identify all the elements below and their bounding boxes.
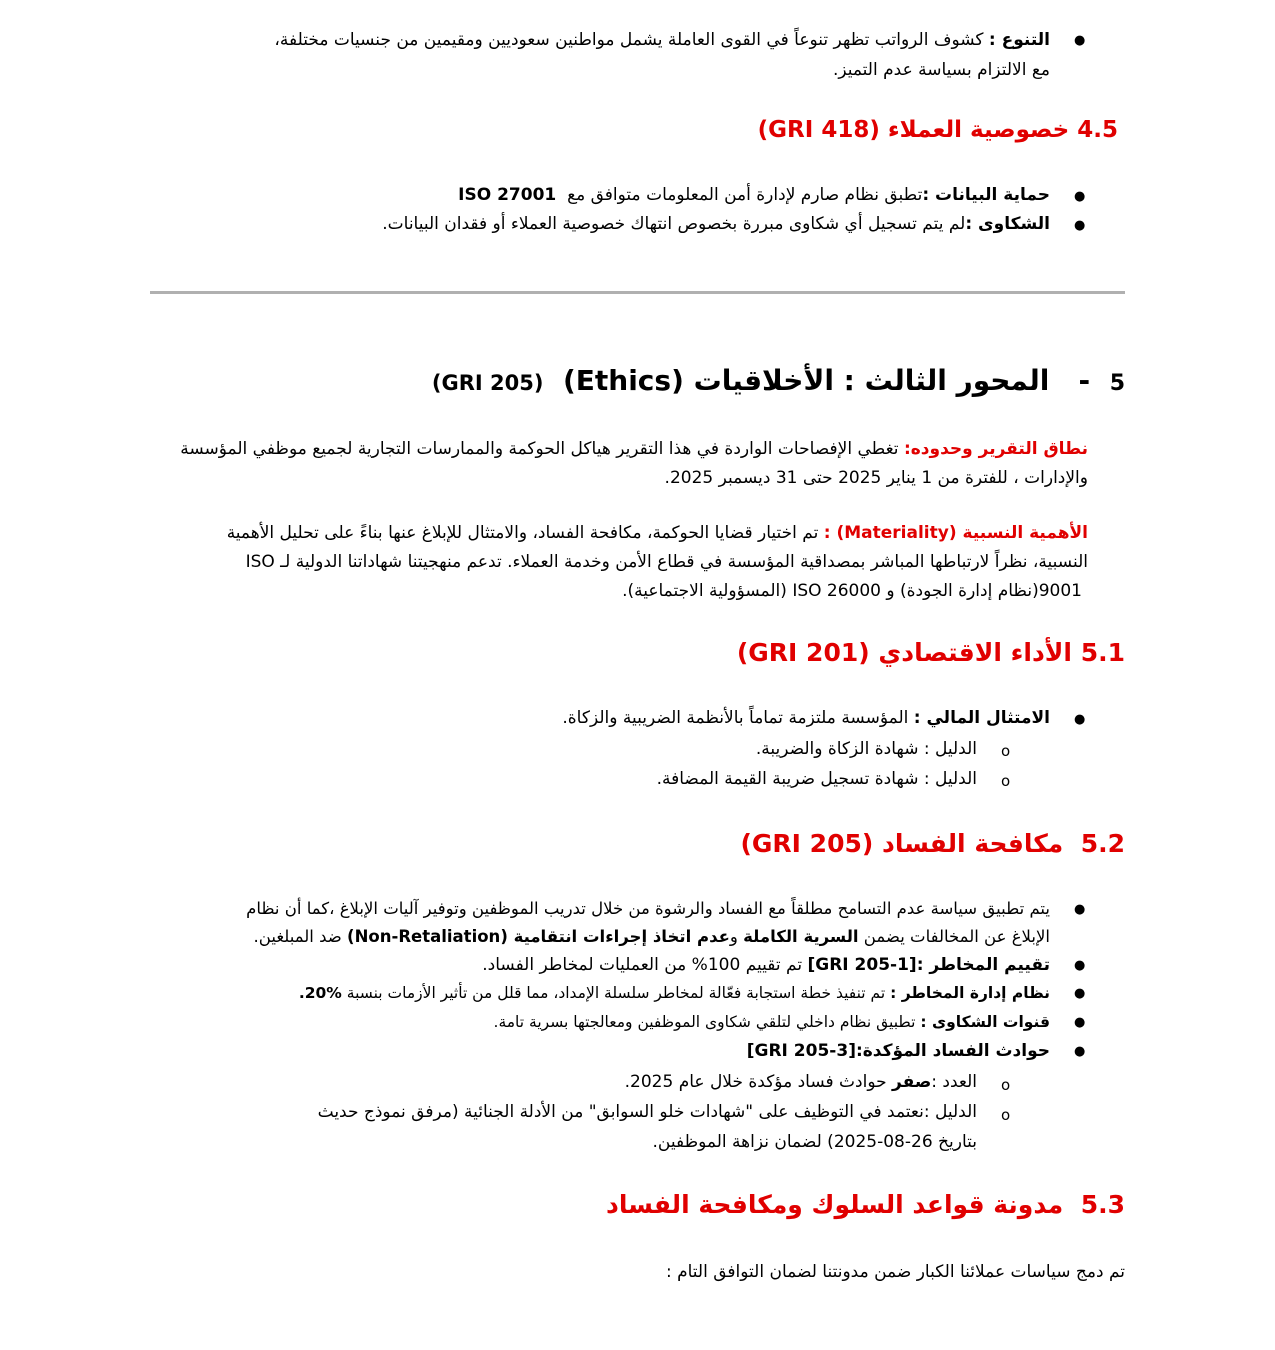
heading-5-3-num: 5.3 (1080, 1190, 1125, 1219)
bullet-icon: ● (1074, 902, 1086, 917)
heading-5-dash: - (1059, 364, 1100, 397)
policy-text-e: ضد المبلغين. (253, 927, 348, 946)
bullet-icon: ● (1074, 986, 1086, 1001)
sub-bullet-icon: o (1001, 1076, 1011, 1094)
heading-5-2-gri: (GRI 205) (740, 829, 874, 858)
incident-count-zero: صفر (892, 1072, 932, 1092)
policy-text-a: الإبلاغ عن المخالفات يضمن (858, 927, 1050, 946)
sub-bullet-icon: o (1001, 742, 1011, 760)
code-of-conduct-text: تم دمج سياسات عملائنا الكبار ضمن مدونتنا لضمان التوافق التام : (665, 1262, 1125, 1282)
heading-5-gri: (GRI 205) (431, 371, 544, 395)
materiality-text-1: تم اختيار قضايا الحوكمة، مكافحة الفساد، والامتثال للإبلاغ عنها بناءً على تحليل الأهمية (226, 523, 824, 543)
financial-compliance-item (562, 704, 1050, 733)
heading-5-2 (740, 829, 1125, 858)
policy-text-c: و (729, 927, 744, 946)
complaint-channels-text: تطبيق نظام داخلي لتلقي شكاوى الموظفين ومعالجتها بسرية تامة. (493, 1013, 921, 1031)
bullet-icon: ● (1074, 218, 1086, 233)
bullet-icon: ● (1074, 33, 1086, 48)
complaint-channels-label: قنوات الشكاوى : (920, 1013, 1050, 1031)
diversity-line-1 (274, 26, 1050, 55)
heading-5 (432, 364, 1125, 397)
data-protection-label: حماية البيانات : (922, 185, 1050, 205)
heading-5-2-num: 5.2 (1080, 829, 1125, 858)
financial-compliance-label: الامتثال المالي : (913, 708, 1050, 728)
incident-count-label: العدد : (931, 1072, 977, 1092)
heading-5-1-num: 5.1 (1080, 638, 1125, 667)
materiality-line-2: النسبية، نظراً لارتباطها المباشر بمصداقية المؤسسة في قطاع الأمن وخدمة العملاء. تدعم منهجيتنا شهاداتنا الدولية لـ ISO (245, 552, 1088, 572)
evidence-line-1: الدليل :نعتمد في التوظيف على "شهادات خلو السوابق" من الأدلة الجنائية (مرفق نموذج حديث (317, 1102, 977, 1122)
heading-4-5-gri: (GRI 418) (757, 117, 880, 143)
bullet-icon: ● (1074, 1015, 1086, 1030)
policy-confidentiality: السرية الكاملة (743, 927, 859, 946)
scope-label: نطاق التقرير وحدوده: (903, 439, 1088, 459)
heading-4-5 (758, 117, 1118, 143)
policy-non-retaliation: عدم اتخاذ إجراءات انتقامية (Non-Retaliation) (347, 927, 730, 946)
scope-line-1 (180, 435, 1088, 464)
section-divider (150, 291, 1125, 294)
diversity-label: التنوع : (988, 30, 1050, 50)
complaints-text: لم يتم تسجيل أي شكاوى مبررة بخصوص انتهاك خصوصية العملاء أو فقدان البيانات. (382, 214, 966, 234)
heading-5-3 (606, 1190, 1125, 1219)
heading-5-1-title: الأداء الاقتصادي (878, 638, 1072, 667)
evidence-line-2: بتاريخ 26-08-2025) لضمان نزاهة الموظفين. (652, 1132, 977, 1152)
diversity-line-2: مع الالتزام بسياسة عدم التميز. (832, 60, 1050, 80)
materiality-line-3: 9001(نظام إدارة الجودة) و ISO 26000 (المسؤولية الاجتماعية). (622, 581, 1082, 601)
heading-4-5-num: 4.5 (1077, 117, 1118, 143)
confirmed-incidents-item (747, 1037, 1050, 1066)
policy-line-1: يتم تطبيق سياسة عدم التسامح مطلقاً مع الفساد والرشوة من خلال تدريب الموظفين وتوفير آليات الإبلاغ ،كما أن نظام (246, 899, 1050, 918)
incident-count (625, 1068, 977, 1097)
heading-5-title: المحور الثالث : الأخلاقيات (693, 364, 1050, 397)
heading-5-3-title: مدونة قواعد السلوك ومكافحة الفساد (606, 1190, 1064, 1219)
bullet-icon: ● (1074, 1044, 1086, 1059)
incident-count-text: حوادث فساد مؤكدة خلال عام 2025. (624, 1072, 893, 1092)
data-protection-text: تطبق نظام صارم لإدارة أمن المعلومات متوافق مع (567, 185, 923, 205)
diversity-text: كشوف الرواتب تظهر تنوعاً في القوى العاملة يشمل مواطنين سعوديين ومقيمين من جنسيات مختلفة، (274, 30, 989, 50)
data-protection-item (458, 181, 1050, 210)
heading-5-1 (737, 638, 1125, 667)
scope-line-2: والإدارات ، للفترة من 1 يناير 2025 حتى 31 ديسمبر 2025. (664, 468, 1088, 488)
risk-management-text: تم تنفيذ خطة استجابة فعّالة لمخاطر سلسلة الإمداد، مما قلل من تأثير الأزمات بنسبة (341, 984, 891, 1002)
heading-5-num: 5 (1109, 371, 1125, 396)
complaint-channels-item (494, 1008, 1050, 1037)
proof-vat: الدليل : شهادة تسجيل ضريبة القيمة المضافة. (656, 769, 977, 789)
risk-evaluation-label: تقييم المخاطر :[GRI 205-1] (807, 955, 1050, 975)
heading-5-1-gri: (GRI 201) (736, 638, 870, 667)
risk-management-label: نظام إدارة المخاطر : (890, 984, 1050, 1002)
confirmed-incidents-label: حوادث الفساد المؤكدة:[GRI 205-3] (746, 1041, 1050, 1061)
risk-evaluation-text: تم تقييم 100% من العمليات لمخاطر الفساد. (482, 955, 808, 975)
proof-zakat: الدليل : شهادة الزكاة والضريبة. (755, 739, 977, 759)
complaints-label: الشكاوى : (965, 214, 1050, 234)
financial-compliance-text: المؤسسة ملتزمة تماماً بالأنظمة الضريبية والزكاة. (562, 708, 914, 728)
materiality-line-1 (227, 519, 1088, 548)
sub-bullet-icon: o (1001, 1106, 1011, 1124)
bullet-icon: ● (1074, 958, 1086, 973)
policy-line-2 (254, 922, 1050, 951)
sub-bullet-icon: o (1001, 772, 1011, 790)
heading-5-ethics: (Ethics) (562, 364, 684, 397)
heading-5-2-title: مكافحة الفساد (882, 829, 1064, 858)
iso-27001: ISO 27001 (458, 185, 557, 205)
heading-4-5-title: خصوصية العملاء (887, 117, 1070, 143)
risk-management-item (299, 979, 1050, 1008)
risk-evaluation-item (482, 951, 1050, 980)
risk-management-pct: .20% (298, 984, 342, 1002)
bullet-icon: ● (1074, 189, 1086, 204)
complaints-item (382, 210, 1050, 239)
bullet-icon: ● (1074, 712, 1086, 727)
materiality-label: الأهمية النسبية (Materiality) : (823, 523, 1088, 543)
scope-text-1: تغطي الإفصاحات الواردة في هذا التقرير هياكل الحوكمة والممارسات التجارية لجميع موظفي المؤسسة (180, 439, 904, 459)
